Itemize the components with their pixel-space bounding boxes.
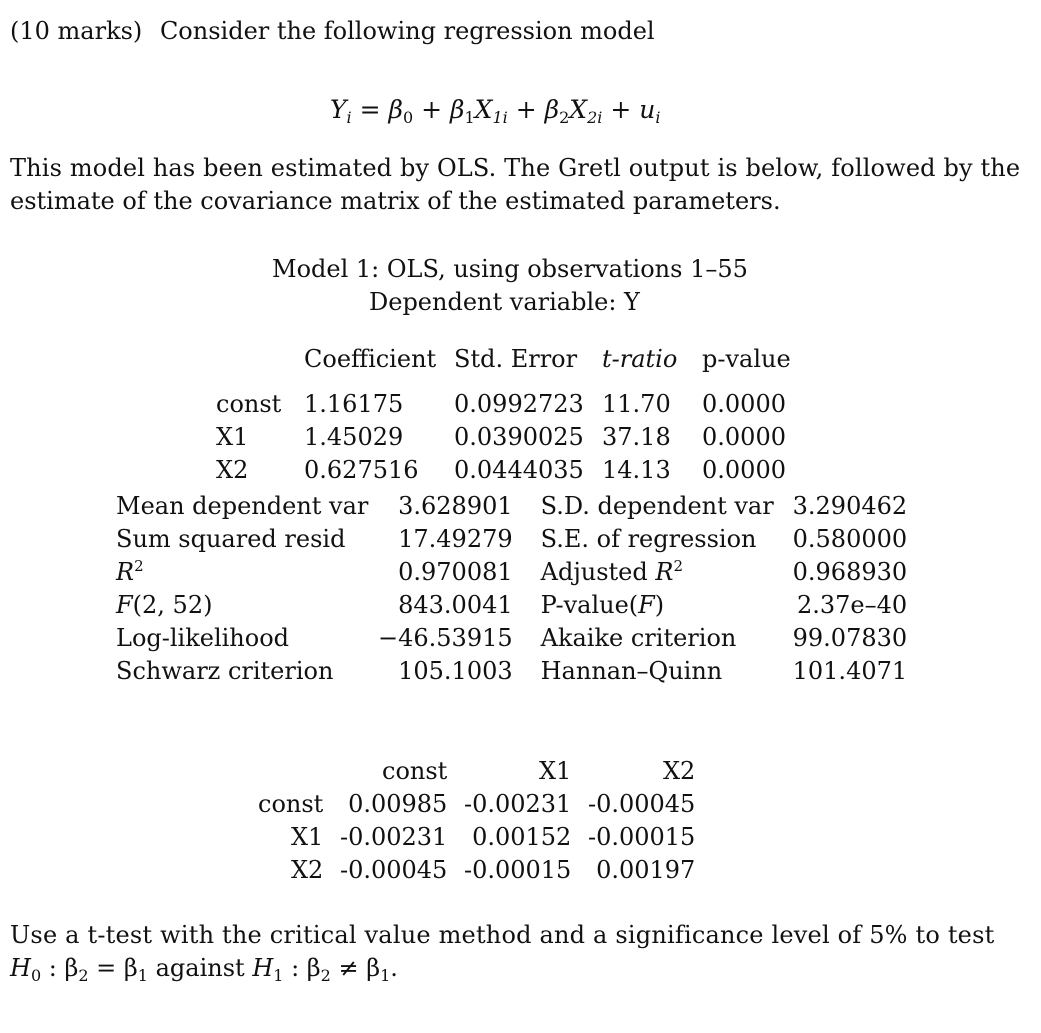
stat-label: Schwarz criterion bbox=[116, 657, 334, 685]
coefficient-table-header bbox=[216, 343, 791, 388]
cov-cell: -0.00045 bbox=[339, 856, 448, 884]
table-row bbox=[116, 556, 907, 589]
stat-label: Akaike criterion bbox=[540, 624, 737, 652]
table-row bbox=[258, 821, 695, 854]
cov-row-name: X2 bbox=[290, 856, 324, 884]
stat-label: Log-likelihood bbox=[116, 624, 290, 652]
header-std-error: Std. Error bbox=[454, 345, 578, 373]
table-row bbox=[116, 490, 907, 523]
row-p-value: 0.0000 bbox=[702, 390, 786, 418]
question-line-1: Use a t-test with the critical value method and a significance level of 5% to test bbox=[10, 921, 995, 949]
row-std-error: 0.0390025 bbox=[454, 423, 584, 451]
header-t-ratio: t-ratio bbox=[602, 345, 678, 373]
stat-value: −46.53915 bbox=[378, 624, 513, 652]
stat-label: F(2, 52) bbox=[116, 591, 213, 619]
stat-value: 2.37e–40 bbox=[796, 591, 908, 619]
covariance-header-row bbox=[258, 755, 695, 788]
stat-label: Mean dependent var bbox=[116, 492, 369, 520]
cov-header-x1: X1 bbox=[538, 757, 572, 785]
cov-row-name: X1 bbox=[290, 823, 324, 851]
header-coefficient: Coefficient bbox=[304, 345, 437, 373]
stat-value: 105.1003 bbox=[398, 657, 513, 685]
row-t-ratio: 37.18 bbox=[602, 423, 671, 451]
stat-label: S.E. of regression bbox=[540, 525, 757, 553]
marks-label: (10 marks) bbox=[10, 17, 143, 45]
cov-cell: -0.00015 bbox=[587, 823, 696, 851]
row-p-value: 0.0000 bbox=[702, 423, 786, 451]
cov-cell: 0.00197 bbox=[596, 856, 696, 884]
cov-cell: 0.00985 bbox=[348, 790, 448, 818]
question-intro bbox=[10, 16, 655, 46]
stat-label: Sum squared resid bbox=[116, 525, 346, 553]
cov-row-name: const bbox=[258, 790, 324, 818]
table-row bbox=[116, 655, 907, 688]
hypothesis-line: $H_0$ : $\beta_2 = \beta_1$ against $H_1$ : $\beta_2 \ne \beta_1$. bbox=[10, 954, 398, 985]
stat-value: 3.628901 bbox=[398, 492, 513, 520]
stat-label: Adjusted $R^2$ bbox=[540, 557, 683, 586]
cov-cell: -0.00231 bbox=[463, 790, 572, 818]
description-line-1: This model has been estimated by OLS. The Gretl output is below, followed by the bbox=[10, 154, 1021, 182]
row-name: X1 bbox=[216, 423, 249, 451]
stat-value: 0.968930 bbox=[792, 558, 908, 586]
stat-value: 99.07830 bbox=[792, 624, 908, 652]
row-std-error: 0.0992723 bbox=[454, 390, 584, 418]
table-row bbox=[216, 388, 791, 421]
stat-value: 0.970081 bbox=[398, 558, 513, 586]
table-row bbox=[216, 421, 791, 454]
cov-cell: -0.00015 bbox=[463, 856, 572, 884]
stat-label: P-value(F) bbox=[540, 591, 665, 619]
row-p-value: 0.0000 bbox=[702, 456, 786, 484]
row-name: const bbox=[216, 390, 282, 418]
cov-header-const: const bbox=[382, 757, 448, 785]
row-name: X2 bbox=[216, 456, 249, 484]
row-coefficient: 1.45029 bbox=[304, 423, 404, 451]
table-row bbox=[216, 454, 791, 487]
table-row bbox=[116, 589, 907, 622]
stat-label: S.D. dependent var bbox=[540, 492, 774, 520]
header-p-value: p-value bbox=[702, 345, 791, 373]
cov-header-x2: X2 bbox=[662, 757, 696, 785]
row-t-ratio: 14.13 bbox=[602, 456, 671, 484]
stat-value: 3.290462 bbox=[792, 492, 908, 520]
row-t-ratio: 11.70 bbox=[602, 390, 671, 418]
stat-value: 0.580000 bbox=[792, 525, 908, 553]
covariance-matrix-table bbox=[258, 755, 695, 887]
table-row bbox=[116, 523, 907, 556]
model-title: Model 1: OLS, using observations 1–55 bbox=[272, 255, 748, 283]
row-coefficient: 1.16175 bbox=[304, 390, 404, 418]
cov-cell: -0.00045 bbox=[587, 790, 696, 818]
stat-label: Hannan–Quinn bbox=[540, 657, 723, 685]
stat-label: $R^2$ bbox=[116, 557, 144, 586]
regression-equation: $Y_i = \beta_0 + \beta_1X_{1i} + \beta_2X_{2i} + u_i$ bbox=[330, 95, 661, 127]
stat-value: 843.0041 bbox=[398, 591, 513, 619]
summary-statistics-table bbox=[116, 490, 907, 688]
row-coefficient: 0.627516 bbox=[304, 456, 419, 484]
coefficient-table bbox=[216, 343, 791, 487]
description-line-2: estimate of the covariance matrix of the estimated parameters. bbox=[10, 187, 781, 215]
cov-cell: 0.00152 bbox=[472, 823, 572, 851]
table-row bbox=[258, 854, 695, 887]
stat-value: 17.49279 bbox=[398, 525, 513, 553]
stat-value: 101.4071 bbox=[792, 657, 908, 685]
row-std-error: 0.0444035 bbox=[454, 456, 584, 484]
table-row bbox=[258, 788, 695, 821]
table-row bbox=[116, 622, 907, 655]
model-dependent-variable: Dependent variable: Y bbox=[369, 288, 640, 316]
intro-text: Consider the following regression model bbox=[159, 17, 655, 45]
cov-cell: -0.00231 bbox=[339, 823, 448, 851]
